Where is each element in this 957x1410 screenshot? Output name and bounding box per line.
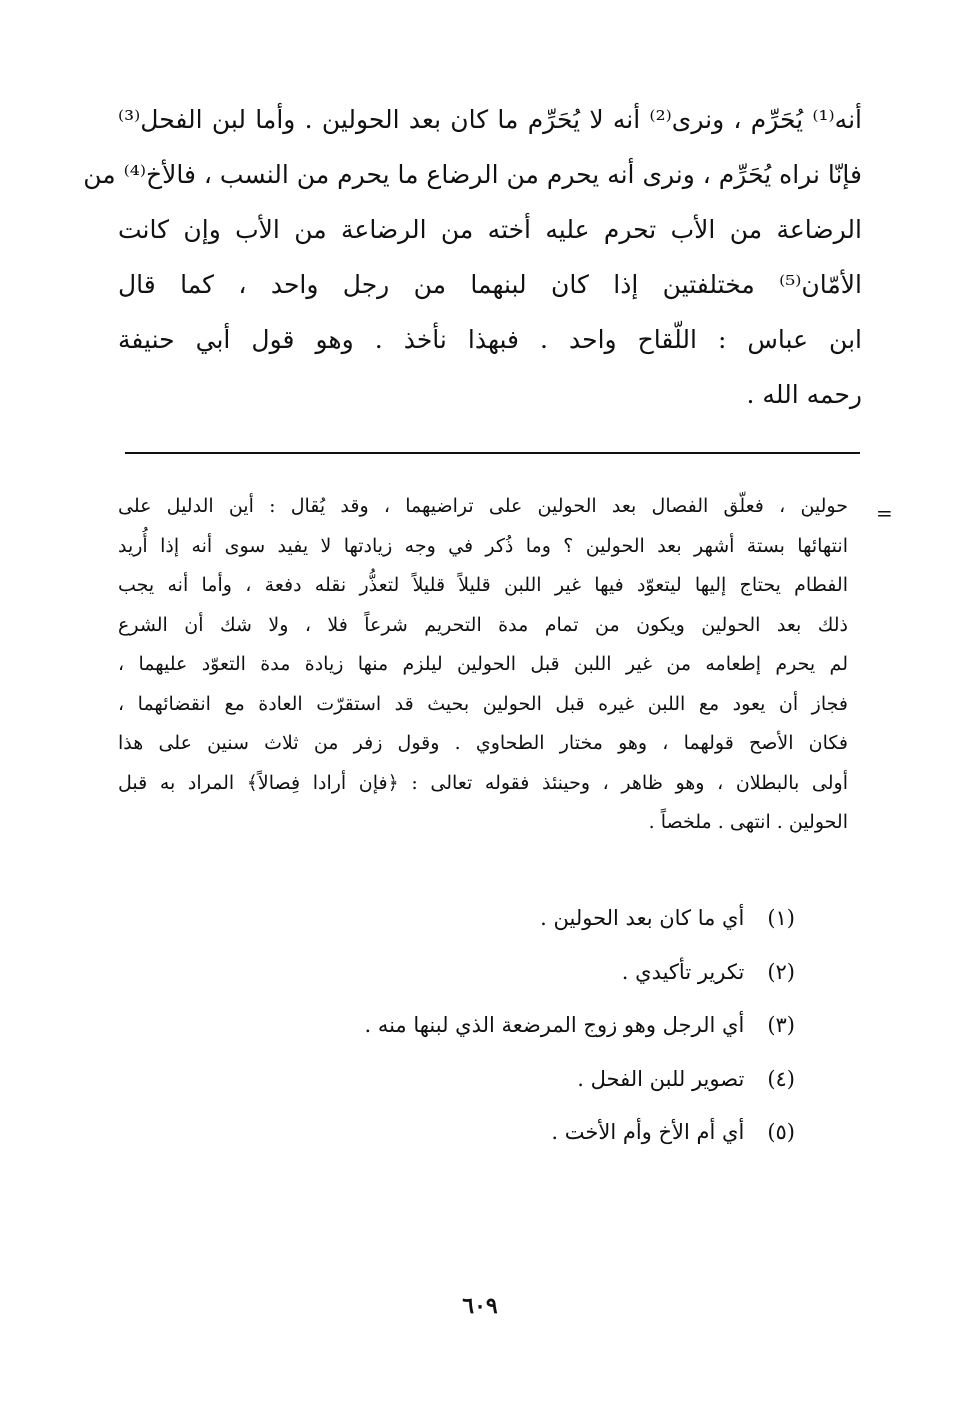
footnote-number: (١) [767, 906, 795, 930]
main-text-line: أنه⁽¹⁾ يُحَرِّم ، ونرى⁽²⁾ أنه لا يُحَرِّم ما كان بعد الحولين . وأما لبن الفحل⁽³⁾ [118, 105, 862, 134]
footnote-continuation [118, 487, 848, 843]
footnote-text: أي ما كان بعد الحولين . [540, 906, 745, 930]
footnote-item [230, 1059, 795, 1113]
footnote-number: (٣) [767, 1013, 795, 1037]
footnote-item [230, 952, 795, 1006]
main-text-line: الرضاعة من الأب تحرم عليه أخته من الرضاعة من الأب وإن كانت [118, 215, 862, 244]
footnote-continuation-line: ذلك بعد الحولين ويكون من تمام مدة التحريم شرعاً فلا ، ولا شك أن الشرع [118, 613, 848, 636]
footnote-continuation-line: انتهائها بستة أشهر بعد الحولين ؟ وما ذُكر في وجه زيادتها لا يفيد سوى أنه إذا أُريد [118, 534, 848, 557]
footnote-continuation-line: لم يحرم إطعامه من غير اللبن قبل الحولين ليلزم منها زيادة مدة التعوّد عليهما ، [118, 653, 848, 675]
footnote-continuation-line: فجاز أن يعود مع اللبن غيره قبل الحولين بحيث قد استقرّت العادة مع انقضائهما ، [118, 692, 848, 715]
page-number: ٦٠٩ [462, 1293, 498, 1319]
footnote-number: (٥) [767, 1120, 795, 1144]
footnote-continuation-line: حولين ، فعلّق الفصال بعد الحولين على تراضيهما ، وقد يُقال : أين الدليل على [118, 495, 848, 517]
footnote-text: تصوير للبن الفحل . [577, 1066, 745, 1091]
footnote-text: أي أم الأخ وأم الأخت . [551, 1120, 745, 1144]
footnote-continuation-line: الفطام يحتاج إليها ليتعوّد فيها غير اللبن قليلاً قليلاً لتعذُّر نقله دفعة ، وأما أنه يجب [118, 574, 848, 596]
footnote-list [230, 898, 795, 1166]
footnote-continuation-line: أولى بالبطلان ، وهو ظاهر ، وحينئذ فقوله تعالى : ﴿فإن أرادا فِصالاً﴾ المراد به قبل [118, 771, 848, 794]
main-text-line: الأمّان⁽⁵⁾ مختلفتين إذا كان لبنهما من رجل واحد ، كما قال [118, 270, 862, 299]
footnote-item [230, 1112, 795, 1166]
footnote-continuation-line: الحولين . انتهى . ملخصاً . [648, 811, 848, 833]
footnote-divider [125, 452, 860, 454]
footnote-item [230, 898, 795, 952]
main-text-line: فإنّا نراه يُحَرِّم ، ونرى أنه يحرم من الرضاع ما يحرم من النسب ، فالأخ⁽⁴⁾ من [83, 160, 862, 189]
continuation-marker: = [876, 501, 893, 525]
main-text [83, 92, 862, 422]
footnote-number: (٤) [767, 1066, 795, 1091]
main-text-line: ابن عباس : اللّقاح واحد . فبهذا نأخذ . وهو قول أبي حنيفة [118, 325, 862, 354]
footnote-continuation-line: فكان الأصح قولهما ، وهو مختار الطحاوي . وقول زفر من ثلاث سنين على هذا [118, 732, 848, 754]
footnote-text: تكرير تأكيدي . [621, 959, 745, 984]
footnote-text: أي الرجل وهو زوج المرضعة الذي لبنها منه . [364, 1013, 745, 1037]
footnote-number: (٢) [767, 959, 795, 984]
footnote-item [230, 1005, 795, 1059]
main-text-line: رحمه الله . [746, 380, 862, 409]
